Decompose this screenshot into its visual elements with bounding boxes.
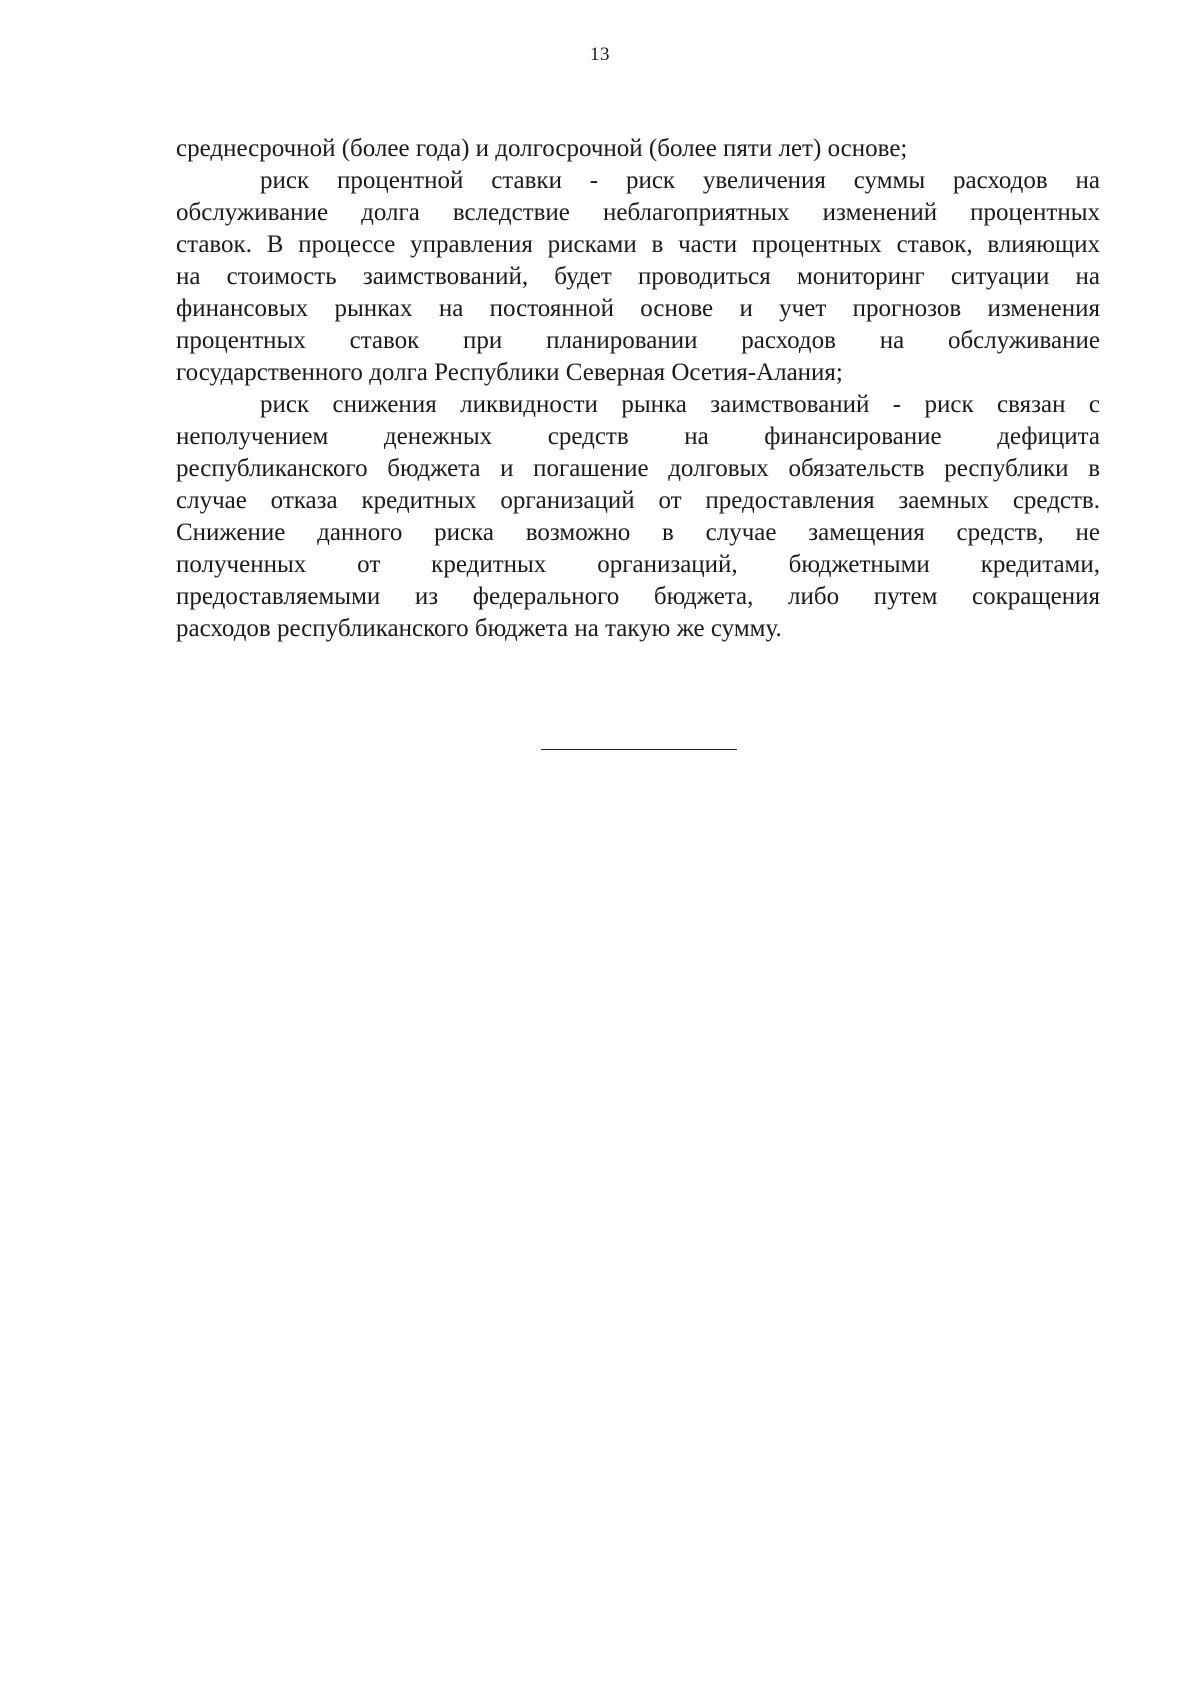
text-line: риск снижения ликвидности рынка заимствований - риск связан с [260,391,1100,418]
text-line: риск процентной ставки - риск увеличения суммы расходов на [260,167,1100,194]
document-body [176,133,1100,645]
text-line: на стоимость заимствований, будет проводиться мониторинг ситуации на [176,263,1100,290]
text-line: случае отказа кредитных организаций от предоставления заемных средств. [176,487,1100,514]
text-line: обслуживание долга вследствие неблагоприятных изменений процентных [176,199,1100,226]
text-line: государственного долга Республики Северная Осетия-Алания; [176,359,843,386]
text-line: среднесрочной (более года) и долгосрочной (более пяти лет) основе; [176,135,908,162]
text-line: Снижение данного риска возможно в случае замещения средств, не [176,519,1100,546]
text-line: финансовых рынках на постоянной основе и учет прогнозов изменения [176,295,1100,322]
text-line: процентных ставок при планировании расходов на обслуживание [176,327,1100,354]
text-line: предоставляемыми из федерального бюджета, либо путем сокращения [176,583,1100,610]
text-line: расходов республиканского бюджета на такую же сумму. [176,615,782,642]
closing-divider [541,749,737,750]
text-line: полученных от кредитных организаций, бюджетными кредитами, [176,551,1100,578]
text-line: неполучением денежных средств на финансирование дефицита [176,423,1100,450]
text-line: республиканского бюджета и погашение долговых обязательств республики в [176,455,1100,482]
text-line: ставок. В процессе управления рисками в части процентных ставок, влияющих [176,231,1100,258]
page-number: 13 [590,44,610,65]
